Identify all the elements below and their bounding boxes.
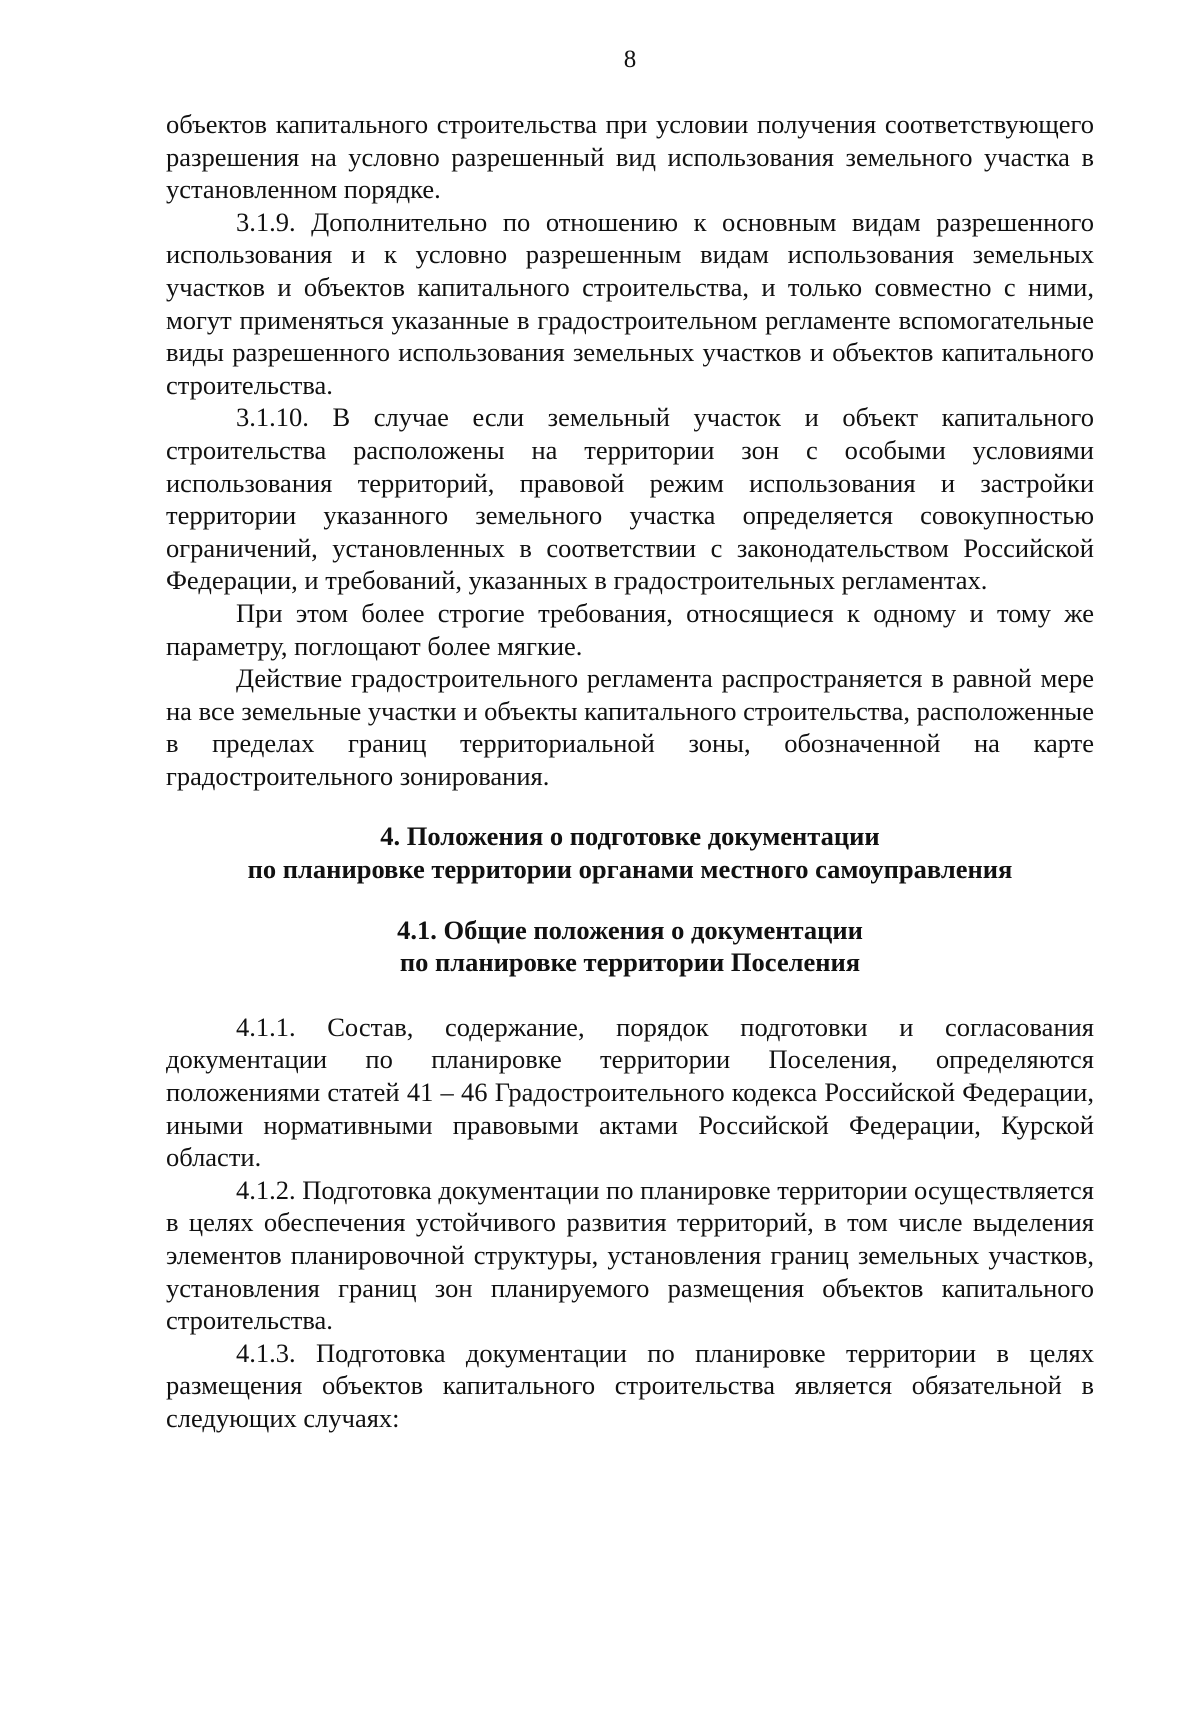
section-heading-line-2: по планировке территории органами местного самоуправления [247,854,1013,885]
document-body [166,108,1094,1435]
paragraph-4-1-1: 4.1.1. Состав, содержание, порядок подготовки и согласования документации по планировке территории Поселения, определяются положениями статей 41 – 46 Градостроительного кодекса Российской Федерации, иными нормативными правовыми актами Российской Федерации, Курской области. [166,1011,1094,1173]
section-heading-4 [166,820,1094,885]
subsection-heading-4-1 [166,914,1094,979]
page-number: 8 [623,46,637,73]
subsection-heading-line-1: 4.1. Общие положения о документации [397,914,863,945]
paragraph-continuation: объектов капитального строительства при условии получения соответствующего разрешения на условно разрешенный вид использования земельного участка в установленном порядке. [166,109,1094,205]
paragraph-strict-requirements: При этом более строгие требования, относящиеся к одному и тому же параметру, поглощают более мягкие. [166,597,1094,661]
paragraph-3-1-9: 3.1.9. Дополнительно по отношению к основным видам разрешенного использования и к условно разрешенным видам использования земельных участков и объектов капитального строительства, и только совместно с ними, могут применяться указанные в градостроительном регламенте вспомогательные виды разрешенного использования земельных участков и объектов капитального строительства. [166,206,1094,400]
subsection-heading-line-2: по планировке территории Поселения [399,947,861,978]
paragraph-3-1-10: 3.1.10. В случае если земельный участок и объект капитального строительства расположены на территории зон с особыми условиями использования территорий, правовой режим использования и застройки территории указанного земельного участка определяется совокупностью ограничений, установленных в соответствии с законодательством Российской Федерации, и требований, указанных в градостроительных регламентах. [166,402,1094,596]
paragraph-regulation-scope: Действие градостроительного регламента распространяется в равной мере на все земельные участки и объекты капитального строительства, расположенные в пределах границ территориальной зоны, обозначенной на карте градостроительного зонирования. [166,663,1094,791]
section-heading-line-1: 4. Положения о подготовке документации [380,821,880,852]
paragraph-4-1-3: 4.1.3. Подготовка документации по планировке территории в целях размещения объектов капитального строительства является обязательной в следующих случаях: [166,1337,1094,1433]
paragraph-4-1-2: 4.1.2. Подготовка документации по планировке территории осуществляется в целях обеспечения устойчивого развития территорий, в том числе выделения элементов планировочной структуры, установления границ земельных участков, установления границ зон планируемого размещения объектов капитального строительства. [166,1174,1094,1336]
